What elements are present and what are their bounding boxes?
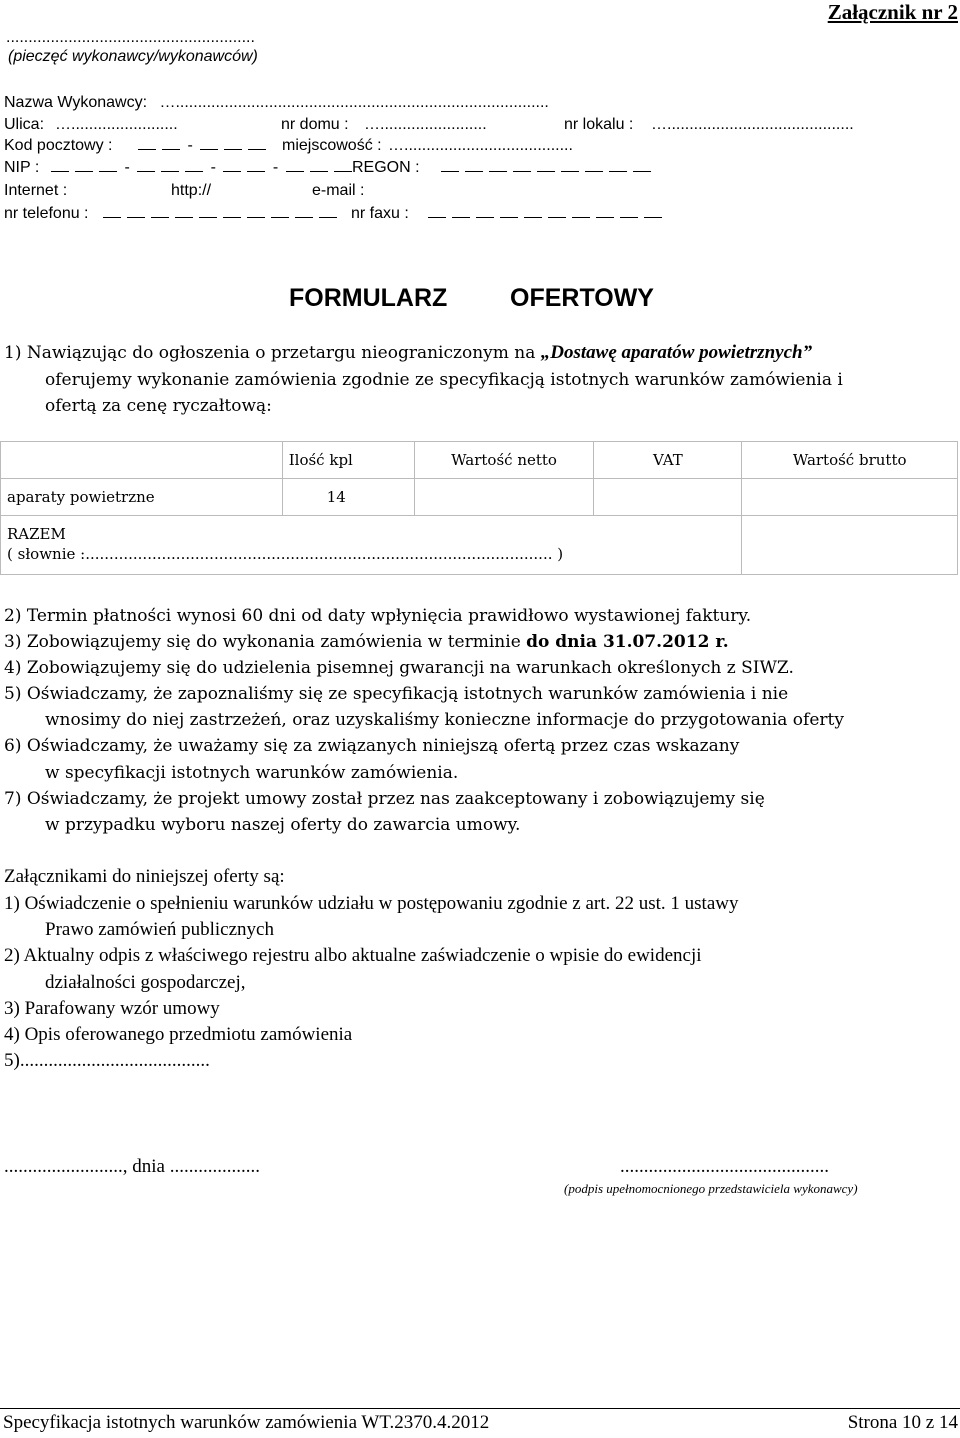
point5-line2: wnosimy do niej zastrzeżeń, oraz uzyskaliśmy konieczne informacje do przygotowania oferty — [45, 710, 844, 730]
city-dots: …...................................... — [388, 137, 573, 154]
row-item-quantity: 14 — [282, 479, 414, 516]
point1-line1 — [4, 340, 812, 366]
attachment-2-line2: działalności gospodarczej, — [45, 972, 246, 993]
place-and-date: ........................., dnia ................... — [4, 1156, 260, 1177]
nip-blanks: - - - — [48, 158, 355, 178]
point3 — [4, 629, 729, 655]
point6-line2: w specyfikacji istotnych warunków zamówienia. — [45, 763, 459, 783]
point4: 4) Zobowiązujemy się do udzielenia pisemnej gwarancji na warunkach określonych z SIWZ. — [4, 658, 794, 678]
regon-blanks — [438, 158, 654, 178]
contractor-name-label: Nazwa Wykonawcy: — [4, 94, 148, 111]
street-dots: …........................ — [55, 116, 178, 133]
phone-blanks — [100, 204, 340, 224]
email-label: e-mail : — [312, 182, 365, 199]
row-item-gross[interactable] — [742, 479, 958, 516]
row-item-label: aparaty powietrzne — [1, 479, 283, 516]
phone-label: nr telefonu : — [4, 205, 89, 222]
point6-line1: 6) Oświadczamy, że uważamy się za związanych niniejszą ofertą przez czas wskazany — [4, 736, 740, 756]
stamp-label: (pieczęć wykonawcy/wykonawców) — [8, 48, 258, 65]
fax-label: nr faxu : — [351, 205, 409, 222]
internet-label: Internet : — [4, 182, 68, 199]
contractor-name-row — [4, 93, 549, 113]
contractor-name-dots: ….................................................................................... — [159, 94, 549, 111]
point7-line1: 7) Oświadczamy, że projekt umowy został przez nas zaakceptowany i zobowiązujemy się — [4, 789, 765, 809]
header-net-value: Wartość netto — [414, 442, 594, 479]
point2: 2) Termin płatności wynosi 60 dni od daty wpłynięcia prawidłowo wystawionej faktury. — [4, 606, 752, 626]
nip-label: NIP : — [4, 159, 40, 176]
table-total-row — [1, 516, 958, 575]
attachment-3: 3) Parafowany wzór umowy — [4, 998, 220, 1019]
point7-line2: w przypadku wyboru naszej oferty do zawarcia umowy. — [45, 815, 521, 835]
point3-text: 3) Zobowiązujemy się do wykonania zamówienia w terminie — [4, 632, 527, 652]
postcode-label: Kod pocztowy : — [4, 137, 113, 154]
postcode-blanks: - — [135, 136, 269, 156]
header-quantity: Ilość kpl — [282, 442, 414, 479]
footer-divider — [0, 1408, 960, 1409]
total-in-words: ( słownie :.................................................................................................. ) — [7, 545, 564, 563]
attachment-4: 4) Opis oferowanego przedmiotu zamówienia — [4, 1024, 353, 1045]
attachment-1-line1: 1) Oświadczenie o spełnieniu warunków udziału w postępowaniu zgodnie z art. 22 ust. 1 ustawy — [4, 893, 739, 914]
offer-table — [0, 441, 958, 575]
total-gross[interactable] — [742, 516, 958, 575]
attachment-5: 5)........................................ — [4, 1050, 210, 1071]
table-header-row — [1, 442, 958, 479]
form-title-right: OFERTOWY — [510, 284, 654, 312]
point1-text: Nawiązując do ogłoszenia o przetargu nieograniczonym na — [26, 343, 541, 363]
footer-page-number: Strona 10 z 14 — [847, 1412, 958, 1433]
point1-number: 1) — [4, 343, 22, 363]
signature-label: (podpis upełnomocnionego przedstawiciela wykonawcy) — [564, 1181, 858, 1196]
row-item-net[interactable] — [414, 479, 594, 516]
signature-dots: ............................................ — [620, 1156, 829, 1177]
internet-value: http:// — [171, 182, 212, 199]
total-label: RAZEM — [7, 525, 66, 543]
annex-title: Załącznik nr 2 — [827, 0, 958, 24]
fax-blanks — [425, 204, 665, 224]
point1-line2: oferujemy wykonanie zamówienia zgodnie ze specyfikacją istotnych warunków zamówienia i — [45, 370, 843, 390]
attachments-heading: Załącznikami do niniejszej oferty są: — [4, 866, 285, 887]
stamp-dots: ........................................................ — [6, 29, 255, 46]
regon-label: REGON : — [352, 159, 420, 176]
attachment-2-line1: 2) Aktualny odpis z właściwego rejestru albo aktualne zaświadczenie o wpisie do ewidencji — [4, 945, 702, 966]
table-row — [1, 479, 958, 516]
row-item-vat[interactable] — [594, 479, 742, 516]
house-number-label: nr domu : — [281, 116, 349, 133]
flat-number-label: nr lokalu : — [564, 116, 634, 133]
house-number-dots: …........................ — [364, 116, 487, 133]
header-vat: VAT — [594, 442, 742, 479]
city-label: miejscowość : — [282, 137, 382, 154]
point5-line1: 5) Oświadczamy, że zapoznaliśmy się ze specyfikacją istotnych warunków zamówienia i nie — [4, 684, 789, 704]
total-cell — [1, 516, 742, 575]
point3-deadline: do dnia 31.07.2012 r. — [526, 632, 729, 652]
footer-document-ref: Specyfikacja istotnych warunków zamówienia WT.2370.4.2012 — [3, 1412, 490, 1433]
header-gross-value: Wartość brutto — [742, 442, 958, 479]
attachment-1-line2: Prawo zamówień publicznych — [45, 919, 274, 940]
point1-subject: „Dostawę aparatów powietrznych” — [540, 342, 813, 363]
point1-line3: ofertą za cenę ryczałtową: — [45, 396, 272, 416]
flat-number-dots: ….......................................... — [651, 116, 854, 133]
form-title-left: FORMULARZ — [289, 284, 448, 312]
street-label: Ulica: — [4, 116, 45, 133]
